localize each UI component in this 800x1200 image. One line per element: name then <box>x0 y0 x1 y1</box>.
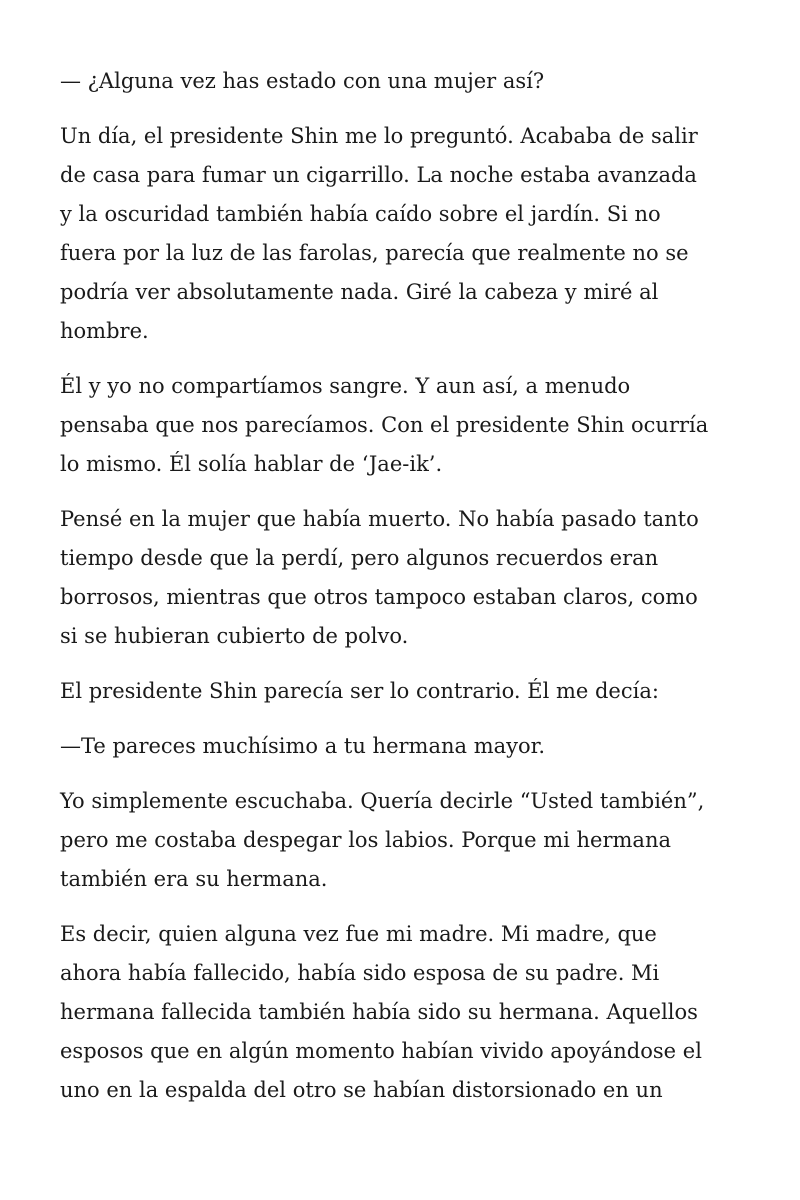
text-line: hermana fallecida también había sido su hermana. Aquellos <box>60 1000 698 1024</box>
text-line: de casa para fumar un cigarrillo. La noche estaba avanzada <box>60 163 697 187</box>
text-line: —Te pareces muchísimo a tu hermana mayor. <box>60 734 546 758</box>
text-line: si se hubieran cubierto de polvo. <box>60 624 409 648</box>
text-line: esposos que en algún momento habían vivido apoyándose el <box>60 1039 702 1063</box>
text-line: lo mismo. Él solía hablar de ‘Jae-ik’. <box>60 452 443 476</box>
document-page <box>60 62 750 1126</box>
text-line: Yo simplemente escuchaba. Quería decirle “Usted también”, <box>60 789 705 813</box>
text-line: hombre. <box>60 319 149 343</box>
text-line: fuera por la luz de las farolas, parecía que realmente no se <box>60 241 689 265</box>
narrative-paragraph <box>60 672 750 711</box>
dialogue-paragraph <box>60 62 750 101</box>
narrative-paragraph <box>60 117 750 351</box>
narrative-paragraph <box>60 500 750 656</box>
text-line: Un día, el presidente Shin me lo preguntó. Acababa de salir <box>60 124 698 148</box>
text-line: El presidente Shin parecía ser lo contrario. Él me decía: <box>60 679 659 703</box>
dialogue-paragraph <box>60 727 750 766</box>
text-line: pensaba que nos parecíamos. Con el presidente Shin ocurría <box>60 413 709 437</box>
narrative-paragraph <box>60 367 750 484</box>
text-line: podría ver absolutamente nada. Giré la cabeza y miré al <box>60 280 659 304</box>
narrative-paragraph <box>60 782 750 899</box>
text-line: ahora había fallecido, había sido esposa de su padre. Mi <box>60 961 660 985</box>
text-line: — ¿Alguna vez has estado con una mujer así? <box>60 69 545 93</box>
text-line: borrosos, mientras que otros tampoco estaban claros, como <box>60 585 698 609</box>
text-line: y la oscuridad también había caído sobre el jardín. Si no <box>60 202 661 226</box>
text-line: también era su hermana. <box>60 867 328 891</box>
text-line: Pensé en la mujer que había muerto. No había pasado tanto <box>60 507 699 531</box>
text-line: uno en la espalda del otro se habían distorsionado en un <box>60 1078 663 1102</box>
text-line: pero me costaba despegar los labios. Porque mi hermana <box>60 828 671 852</box>
text-line: tiempo desde que la perdí, pero algunos recuerdos eran <box>60 546 659 570</box>
text-line: Él y yo no compartíamos sangre. Y aun así, a menudo <box>60 374 631 398</box>
text-line: Es decir, quien alguna vez fue mi madre. Mi madre, que <box>60 922 657 946</box>
narrative-paragraph <box>60 915 750 1110</box>
